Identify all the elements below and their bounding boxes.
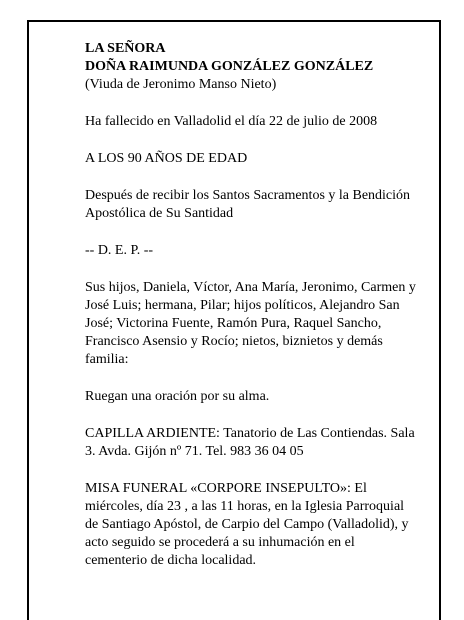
widow-note: (Viuda de Jeronimo Manso Nieto) — [85, 77, 277, 92]
rip-line: -- D. E. P. -- — [85, 243, 154, 258]
title-line-1: LA SEÑORA — [85, 41, 166, 56]
chapel-info: CAPILLA ARDIENTE: Tanatorio de Las Contiendas. Sala 3. Avda. Gijón nº 71. Tel. 983 36 04 05 — [85, 426, 415, 459]
prayer-request: Ruegan una oración por su alma. — [85, 389, 270, 404]
header-block — [85, 40, 420, 94]
age-line: A LOS 90 AÑOS DE EDAD — [85, 151, 248, 166]
deceased-name: DOÑA RAIMUNDA GONZÁLEZ GONZÁLEZ — [85, 59, 374, 74]
obituary-text — [85, 40, 420, 589]
funeral-info: MISA FUNERAL «CORPORE INSEPULTO»: El miércoles, día 23 , a las 11 horas, en la Iglesia Parroquial de Santiago Apóstol, de Carpio del Campo (Valladolid), y acto seguido se procederá a su inhumación en el cementerio de dicha localidad. — [85, 481, 409, 568]
sacraments-paragraph: Después de recibir los Santos Sacramentos y la Bendición Apostólica de Su Santidad — [85, 188, 411, 221]
family-paragraph: Sus hijos, Daniela, Víctor, Ana María, Jeronimo, Carmen y José Luis; hermana, Pilar; hijos políticos, Alejandro San José; Victorina Fuente, Ramón Pura, Raquel Sancho, Francisco Asensio y Rocío; nietos, biznietos y demás familia: — [85, 280, 416, 367]
death-announcement: Ha fallecido en Valladolid el día 22 de julio de 2008 — [85, 114, 378, 129]
